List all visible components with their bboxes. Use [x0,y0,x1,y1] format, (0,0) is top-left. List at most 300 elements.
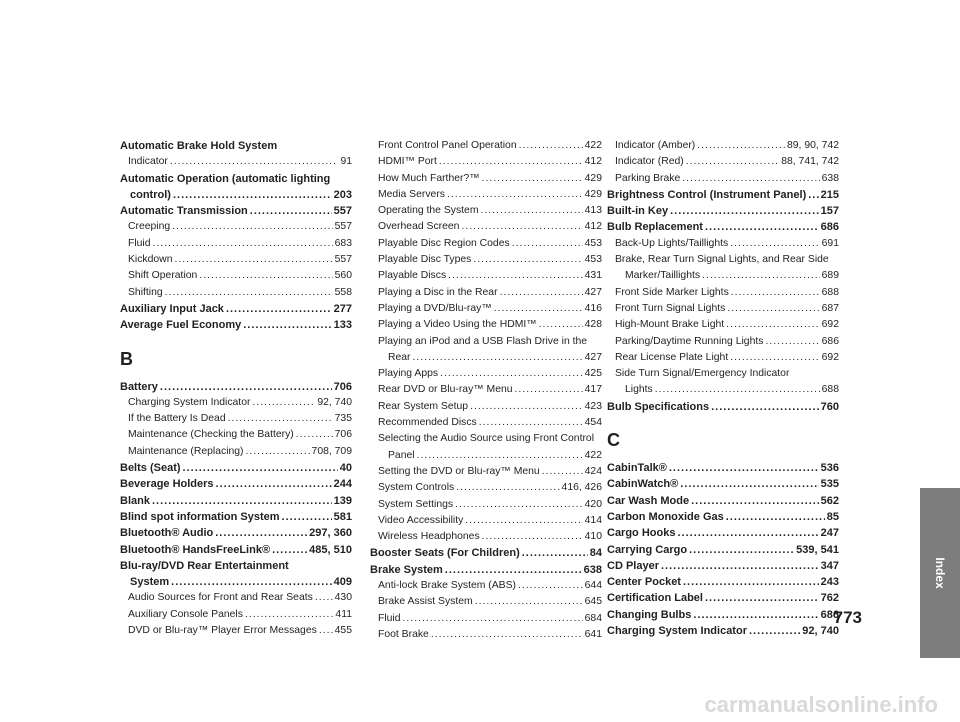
index-page-ref[interactable]: 430 [334,592,352,604]
index-entry-label: Rear License Plate Light [615,351,729,363]
leader-dots [655,382,820,398]
index-subentry[interactable] [370,627,602,643]
index-subentry[interactable] [120,607,352,623]
index-page-ref[interactable]: 688 [821,286,839,298]
leader-dots [691,493,819,509]
index-page-ref[interactable]: 414 [584,514,602,526]
index-entry-label: Playing a Disc in the Rear [378,286,498,298]
index-page-ref[interactable]: 409 [333,576,352,589]
index-subentry[interactable] [607,138,839,154]
index-column-2 [370,138,602,643]
index-subentry[interactable] [370,513,602,529]
leader-dots [693,607,818,623]
index-page-ref[interactable]: 277 [333,302,352,315]
index-subentry[interactable] [370,219,602,235]
index-subentry[interactable] [607,268,839,284]
index-page-ref[interactable]: 412 [584,221,602,233]
leader-dots [461,219,582,235]
leader-dots [730,350,819,366]
index-entry-label: Average Fuel Economy [120,319,242,332]
index-page-ref[interactable]: 417 [584,384,602,396]
leader-dots [245,607,333,623]
index-entry[interactable] [607,203,839,219]
leader-dots [711,399,819,415]
index-subentry[interactable] [370,578,602,594]
index-page-ref[interactable]: 424 [584,465,602,477]
index-entry-label: Bulb Specifications [607,400,710,413]
index-page-ref[interactable]: 420 [584,498,602,510]
index-entry-label: Playing Apps [378,368,439,380]
index-page-ref[interactable]: 416, 426 [561,482,602,494]
index-page-ref[interactable]: 411 [335,608,352,620]
index-page-ref[interactable]: 760 [820,400,839,413]
leader-dots [686,154,779,170]
index-subentry[interactable] [370,594,602,610]
index-entry[interactable] [607,476,839,492]
index-subentry[interactable] [370,611,602,627]
index-entry-label: Overhead Screen [378,221,460,233]
index-subentry[interactable] [607,301,839,317]
index-subentry[interactable] [120,590,352,606]
index-page-ref[interactable]: 422 [584,140,602,151]
index-entry-label: Front Control Panel Operation [378,140,517,151]
index-page-ref[interactable]: 706 [334,429,352,441]
index-entry[interactable] [120,138,352,154]
leader-dots [697,138,785,154]
index-entry-label: Carbon Monoxide Gas [607,510,724,523]
index-page-ref[interactable]: 557 [333,205,352,218]
index-subentry[interactable] [370,268,602,284]
leader-dots [512,236,583,252]
index-subentry[interactable] [607,154,839,170]
index-entry-label: Battery [120,380,158,393]
index-page-ref[interactable]: 453 [584,237,602,249]
leader-dots [539,317,583,333]
leader-dots [215,525,307,541]
index-page-ref[interactable]: 638 [583,563,602,576]
index-subentry[interactable] [120,427,352,443]
index-page-ref[interactable]: 215 [820,188,839,201]
index-entry[interactable] [120,574,352,590]
index-subentry[interactable] [607,317,839,333]
index-side-tab[interactable] [920,488,960,658]
index-entry-label: Cargo Hooks [607,527,676,540]
index-entry-label: Automatic Operation (automatic lighting [120,172,331,185]
index-entry-label: Playable Discs [378,270,447,282]
index-entry-label: Front Side Marker Lights [615,286,729,298]
index-page-ref[interactable]: 683 [334,237,352,249]
index-page-ref[interactable]: 297, 360 [309,527,352,540]
index-entry-label: Anti-lock Brake System (ABS) [378,580,517,592]
index-page-ref[interactable]: 485, 510 [309,543,352,556]
index-subentry[interactable] [370,138,602,154]
index-entry-label: Media Servers [378,188,445,200]
leader-dots [689,542,794,558]
index-subentry[interactable] [120,219,352,235]
leader-dots [475,594,583,610]
index-page-ref[interactable]: 347 [820,559,839,572]
index-subentry[interactable] [120,268,352,284]
index-subentry[interactable] [370,154,602,170]
index-entry-label: Shifting [128,286,163,298]
index-entry-label: Bulb Replacement [607,221,703,234]
index-page-ref[interactable]: 692 [821,351,839,363]
index-entry[interactable] [120,525,352,541]
index-page-ref[interactable]: 686 [820,221,839,234]
index-subentry[interactable] [370,382,602,398]
index-entry-label: Blu-ray/DVD Rear Entertainment [120,559,289,572]
index-page-ref[interactable]: 413 [584,205,602,217]
leader-dots [470,399,583,415]
index-page-ref[interactable]: 247 [820,527,839,540]
index-entry[interactable] [120,542,352,558]
index-subentry[interactable] [120,236,352,252]
leader-dots [243,317,331,333]
leader-dots [677,525,818,541]
index-entry-label: System Settings [378,498,454,510]
leader-dots [153,236,333,252]
index-page-ref[interactable]: 558 [334,286,352,298]
index-subentry[interactable] [370,480,602,496]
index-entry-label: System [130,576,170,589]
index-page-ref[interactable]: 536 [820,462,839,475]
index-page-ref[interactable]: 428 [584,319,602,331]
index-entry[interactable] [607,574,839,590]
leader-dots [445,562,582,578]
index-subentry[interactable] [370,252,602,268]
index-entry-label: Recommended Discs [378,417,477,429]
index-subentry[interactable] [370,529,602,545]
index-entry-label: Shift Operation [128,270,198,282]
leader-dots [542,464,583,480]
leader-dots [272,542,307,558]
index-entry[interactable] [120,203,352,219]
index-subentry[interactable] [370,285,602,301]
index-subentry[interactable] [607,350,839,366]
index-letter-heading: B [120,348,133,369]
leader-dots [447,187,583,203]
leader-dots [252,395,315,411]
index-subentry[interactable] [607,334,839,350]
index-entry-label: Panel [388,449,415,461]
index-subentry[interactable] [120,623,352,639]
index-subentry[interactable] [370,171,602,187]
leader-dots [413,350,583,366]
index-subentry[interactable] [370,317,602,333]
index-page-ref[interactable]: 557 [334,221,352,233]
index-page-ref[interactable]: 139 [333,494,352,507]
index-entry[interactable] [607,493,839,509]
index-page-ref[interactable]: 88, 741, 742 [781,156,839,168]
index-entry-label: CabinTalk® [607,462,667,475]
index-page-ref[interactable]: 708, 709 [311,445,352,457]
index-entry-label: Setting the DVD or Blu-ray™ Menu [378,465,540,477]
index-page-ref[interactable]: 688 [821,384,839,396]
index-page-ref[interactable]: 429 [584,188,602,200]
index-subentry[interactable] [120,154,352,170]
index-page-ref[interactable]: 687 [821,302,839,314]
index-entry-label: Rear System Setup [378,400,469,412]
index-entry-label: Playing a Video Using the HDMI™ [378,319,537,331]
leader-dots [440,366,583,382]
index-entry-label: Side Turn Signal/Emergency Indicator [615,368,790,380]
leader-dots [730,236,819,252]
index-page-ref[interactable]: 453 [584,254,602,266]
index-page-ref[interactable]: 425 [584,368,602,380]
leader-dots [731,285,820,301]
index-page-ref[interactable]: 557 [334,254,352,266]
index-entry[interactable] [120,476,352,492]
leader-dots [174,252,332,268]
leader-dots [403,611,583,627]
index-entry-label: Fluid [128,237,151,249]
index-subentry[interactable] [370,415,602,431]
index-entry[interactable] [607,219,839,235]
index-entry-label: How Much Farther?™ [378,172,480,184]
index-side-tab-label: Index [933,557,947,589]
index-page-ref[interactable]: 91 [340,156,352,168]
index-column-3 [607,138,839,639]
index-entry-label: Marker/Taillights [625,270,701,282]
index-page-ref[interactable]: 645 [584,596,602,608]
index-entry-label: Playable Disc Types [378,254,472,266]
index-page-ref[interactable]: 686 [820,608,839,621]
index-page-ref[interactable]: 243 [820,576,839,589]
index-subentry[interactable] [370,236,602,252]
index-page-ref[interactable]: 89, 90, 742 [787,140,839,151]
leader-dots [160,379,332,395]
leader-dots [152,493,332,509]
index-page-ref[interactable]: 581 [333,510,352,523]
index-entry-label: Rear DVD or Blu-ray™ Menu [378,384,513,396]
index-subentry[interactable] [370,448,602,464]
leader-dots [226,301,332,317]
index-page-ref[interactable]: 762 [820,592,839,605]
index-entry-label: Fluid [378,612,401,624]
index-entry-label: Indicator [128,156,168,168]
index-page-ref[interactable]: 203 [333,188,352,201]
index-subentry[interactable] [370,399,602,415]
watermark: carmanualsonline.info [704,692,938,717]
leader-dots [165,285,333,301]
leader-dots [172,219,332,235]
leader-dots [199,268,332,284]
index-page-ref[interactable]: 40 [339,462,352,475]
index-page-ref[interactable]: 686 [821,335,839,347]
index-entry-label: System Controls [378,482,455,494]
index-entry-label: Maintenance (Replacing) [128,445,244,457]
index-subentry[interactable] [370,203,602,219]
leader-dots [479,415,583,431]
index-subentry[interactable] [370,301,602,317]
index-entry-label: Indicator (Amber) [615,140,696,151]
index-subentry[interactable] [370,464,602,480]
index-entry-label: Wireless Headphones [378,531,480,543]
index-page-ref[interactable]: 691 [821,237,839,249]
index-entry-label: Auxiliary Console Panels [128,608,243,620]
index-page-ref[interactable]: 84 [589,547,602,560]
leader-dots [417,448,583,464]
index-page-ref[interactable]: 412 [584,156,602,168]
index-subentry[interactable] [607,236,839,252]
index-page-ref[interactable]: 427 [584,286,602,298]
index-subentry[interactable] [607,171,839,187]
index-entry[interactable] [120,460,352,476]
index-page-ref[interactable]: 427 [584,351,602,363]
index-page-ref[interactable]: 684 [584,612,602,624]
index-entry-label: Certification Label [607,592,703,605]
index-entry[interactable] [607,590,839,606]
leader-dots [515,382,583,398]
index-entry[interactable] [120,317,352,333]
index-subentry[interactable] [370,187,602,203]
leader-dots [661,558,819,574]
index-page-ref[interactable]: 562 [820,494,839,507]
index-entry-label: Center Pocket [607,576,681,589]
index-entry-label: Playing an iPod and a USB Flash Drive in the [378,335,588,347]
index-entry[interactable] [607,558,839,574]
index-entry-label: Blind spot information System [120,510,280,523]
index-entry-label: control) [130,188,171,201]
index-entry[interactable] [607,525,839,541]
index-subentry[interactable] [607,382,839,398]
leader-dots [171,574,332,590]
index-subentry[interactable] [120,252,352,268]
index-subentry[interactable] [120,444,352,460]
index-subentry[interactable] [370,366,602,382]
index-page-ref[interactable]: 644 [584,580,602,592]
index-entry-label: Booster Seats (For Children) [370,547,520,560]
index-entry[interactable] [607,399,839,415]
index-page-ref[interactable]: 410 [584,531,602,543]
index-page-ref[interactable]: 735 [334,413,352,425]
leader-dots [482,529,583,545]
leader-dots [669,460,819,476]
index-entry-label: Bluetooth® Audio [120,527,214,540]
index-entry[interactable] [607,623,839,639]
leader-dots [500,285,583,301]
index-page-ref[interactable]: 454 [584,417,602,429]
index-entry[interactable] [120,301,352,317]
index-entry-label: High-Mount Brake Light [615,319,725,331]
index-entry-label: Rear [388,351,411,363]
index-page-ref[interactable]: 244 [333,478,352,491]
index-entry[interactable] [370,562,602,578]
index-page-ref[interactable]: 535 [820,478,839,491]
index-entry[interactable] [370,545,602,561]
leader-dots [315,590,333,606]
index-entry-label: Lights [625,384,653,396]
leader-dots [705,590,819,606]
leader-dots [455,497,583,513]
index-entry-label: Parking/Daytime Running Lights [615,335,764,347]
leader-dots [482,171,583,187]
index-entry-label: Video Accessibility [378,514,464,526]
index-entry[interactable] [607,460,839,476]
index-page-ref[interactable]: 133 [333,319,352,332]
index-entry-label: If the Battery Is Dead [128,413,226,425]
index-page-ref[interactable]: 429 [584,172,602,184]
index-entry[interactable] [120,187,352,203]
index-subentry[interactable] [607,285,839,301]
leader-dots [481,203,583,219]
index-page-ref[interactable]: 692 [821,319,839,331]
index-page-ref[interactable]: 641 [584,628,602,640]
index-entry[interactable] [607,607,839,623]
index-entry-label: Carrying Cargo [607,543,688,556]
index-entry-label: Car Wash Mode [607,494,690,507]
index-entry-label: HDMI™ Port [378,156,437,168]
leader-dots [183,460,338,476]
index-entry-label: Brake Assist System [378,596,473,608]
index-entry[interactable] [607,187,839,203]
leader-dots [518,578,583,594]
leader-dots [702,268,820,284]
index-page-ref[interactable]: 539, 541 [796,543,839,556]
index-subentry[interactable] [370,497,602,513]
leader-dots [173,187,332,203]
leader-dots [439,154,583,170]
index-letter-heading: C [607,430,620,451]
leader-dots [680,476,818,492]
leader-dots [765,334,819,350]
index-page-ref[interactable]: 638 [821,172,839,184]
index-page-ref[interactable]: 455 [334,625,352,637]
index-page-ref[interactable]: 689 [821,270,839,282]
index-entry[interactable] [120,379,352,395]
index-entry-label: CD Player [607,559,659,572]
leader-dots [670,203,819,219]
index-entry-label: Audio Sources for Front and Rear Seats [128,592,313,604]
leader-dots [727,301,819,317]
index-entry-label: Automatic Brake Hold System [120,140,278,152]
index-page-ref[interactable]: 560 [334,270,352,282]
index-page-ref[interactable]: 422 [584,449,602,461]
index-page-ref[interactable]: 431 [584,270,602,282]
index-subentry[interactable] [370,350,602,366]
index-entry-label: Indicator (Red) [615,156,684,168]
index-entry-label: Blank [120,494,150,507]
index-page-ref[interactable]: 423 [584,400,602,412]
index-entry[interactable] [120,509,352,525]
leader-dots [296,427,333,443]
index-entry-label: Built-in Key [607,205,669,218]
page-number: 773 [833,608,862,627]
index-subentry[interactable] [120,395,352,411]
leader-dots [465,513,582,529]
index-page-ref[interactable]: 416 [584,302,602,314]
index-entry-label: Charging System Indicator [128,396,251,408]
index-page-ref[interactable]: 157 [820,205,839,218]
index-entry[interactable] [607,542,839,558]
index-entry-label: Foot Brake [378,628,429,640]
index-page-ref[interactable]: 706 [333,380,352,393]
index-subentry[interactable] [120,285,352,301]
leader-dots [456,480,559,496]
index-subentry[interactable] [120,411,352,427]
index-page-ref[interactable]: 92, 740 [317,396,352,408]
index-entry-label: Selecting the Audio Source using Front Control [378,433,595,445]
index-page-ref[interactable]: 92, 740 [802,625,839,638]
index-page-ref[interactable]: 85 [826,510,839,523]
index-entry-label: Brake System [370,563,443,576]
index-entry[interactable] [120,493,352,509]
index-entry[interactable] [607,509,839,525]
index-entry-label: Playable Disc Region Codes [378,237,510,249]
leader-dots [431,627,583,643]
index-entry-label: Beverage Holders [120,478,214,491]
index-entry-label: Parking Brake [615,172,681,184]
